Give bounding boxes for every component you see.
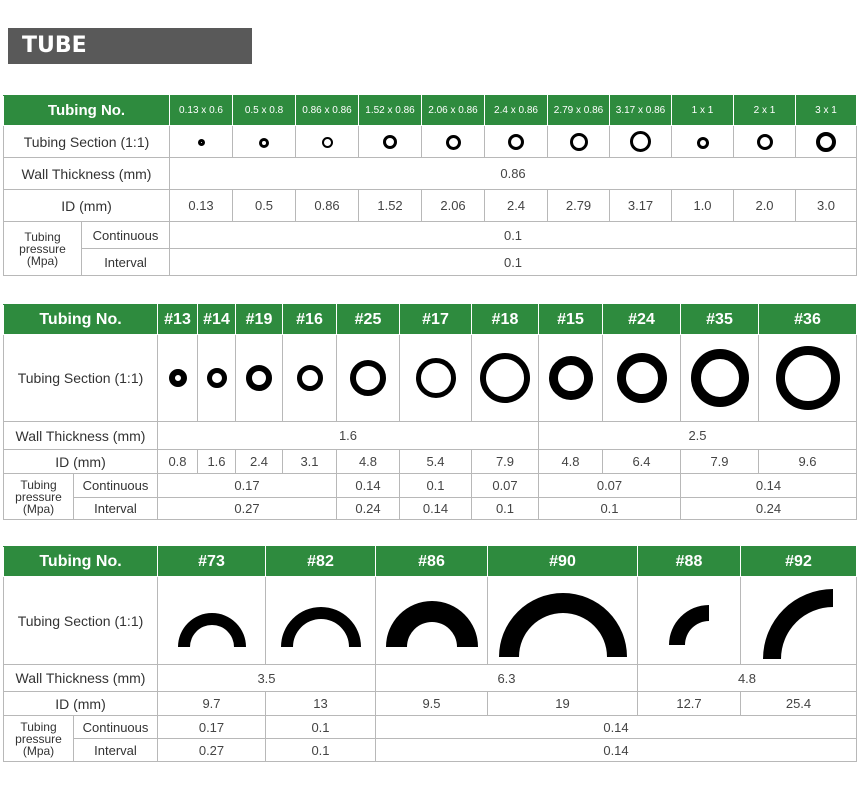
continuous-value: 0.1	[170, 222, 857, 249]
tubing-section-label: Tubing Section (1:1)	[4, 126, 170, 158]
id-value: 2.4	[485, 190, 548, 222]
continuous-value: 0.14	[681, 474, 857, 498]
tube-section-icon	[734, 126, 796, 158]
tubing-no: #82	[266, 547, 376, 577]
tubing-no: 1.52 x 0.86	[359, 96, 422, 126]
id-value: 4.8	[539, 450, 603, 474]
tube-section-icon	[681, 335, 759, 422]
tubing-no: #90	[488, 547, 638, 577]
id-value: 3.0	[796, 190, 857, 222]
id-value: 0.13	[170, 190, 233, 222]
wall-thickness-value: 0.86	[170, 158, 857, 190]
id-value: 1.6	[198, 450, 236, 474]
tube-section-icon	[283, 335, 337, 422]
interval-value: 0.24	[337, 498, 400, 520]
tubing-no: 0.13 x 0.6	[170, 96, 233, 126]
interval-value: 0.1	[266, 739, 376, 762]
id-value: 1.0	[672, 190, 734, 222]
interval-value: 0.14	[376, 739, 857, 762]
tube-section-icon	[359, 126, 422, 158]
id-value: 2.4	[236, 450, 283, 474]
tubing-no: #88	[638, 547, 741, 577]
id-label: ID (mm)	[4, 190, 170, 222]
tubing-section-label: Tubing Section (1:1)	[4, 577, 158, 665]
id-value: 19	[488, 692, 638, 716]
tube-arc-icon	[488, 577, 638, 665]
tubing-no: 3.17 x 0.86	[610, 96, 672, 126]
tube-arc-icon	[741, 577, 857, 665]
tubing-no: #15	[539, 305, 603, 335]
id-value: 7.9	[681, 450, 759, 474]
id-value: 3.17	[610, 190, 672, 222]
continuous-value: 0.17	[158, 716, 266, 739]
tube-section-icon	[610, 126, 672, 158]
tube-section-icon	[296, 126, 359, 158]
tube-section-icon	[672, 126, 734, 158]
tube-section-icon	[170, 126, 233, 158]
tube-arc-icon	[376, 577, 488, 665]
continuous-label: Continuous	[74, 474, 158, 498]
tubing-no: 2.06 x 0.86	[422, 96, 485, 126]
tubing-no: #18	[472, 305, 539, 335]
continuous-value: 0.07	[539, 474, 681, 498]
tube-section-icon	[796, 126, 857, 158]
tubing-no: #36	[759, 305, 857, 335]
continuous-value: 0.14	[376, 716, 857, 739]
tubing-no: #24	[603, 305, 681, 335]
tube-arc-icon	[638, 577, 741, 665]
wall-thickness-value: 4.8	[638, 665, 857, 692]
id-value: 9.6	[759, 450, 857, 474]
wall-thickness-value: 3.5	[158, 665, 376, 692]
tube-section-icon	[337, 335, 400, 422]
tubing-no: #25	[337, 305, 400, 335]
interval-value: 0.27	[158, 739, 266, 762]
id-value: 25.4	[741, 692, 857, 716]
id-value: 13	[266, 692, 376, 716]
tube-section-icon	[158, 335, 198, 422]
tube-section-icon	[233, 126, 296, 158]
tube-section-icon	[539, 335, 603, 422]
interval-value: 0.1	[170, 249, 857, 276]
continuous-value: 0.17	[158, 474, 337, 498]
tubing-no-header: Tubing No.	[4, 96, 170, 126]
spec-table-medium-tubing	[3, 304, 857, 520]
tube-section-icon	[198, 335, 236, 422]
tube-section-icon	[603, 335, 681, 422]
wall-thickness-value: 6.3	[376, 665, 638, 692]
wall-thickness-label: Wall Thickness (mm)	[4, 665, 158, 692]
continuous-label: Continuous	[74, 716, 158, 739]
interval-value: 0.14	[400, 498, 472, 520]
tube-section-icon	[485, 126, 548, 158]
continuous-value: 0.1	[400, 474, 472, 498]
id-value: 9.5	[376, 692, 488, 716]
tubing-pressure-label: Tubing pressure (Mpa)	[4, 222, 82, 276]
tubing-no-header: Tubing No.	[4, 305, 158, 335]
interval-label: Interval	[74, 739, 158, 762]
tubing-pressure-label: Tubing pressure (Mpa)	[4, 716, 74, 762]
interval-label: Interval	[74, 498, 158, 520]
id-label: ID (mm)	[4, 450, 158, 474]
tube-arc-icon	[158, 577, 266, 665]
id-label: ID (mm)	[4, 692, 158, 716]
interval-label: Interval	[82, 249, 170, 276]
tubing-pressure-label: Tubing pressure (Mpa)	[4, 474, 74, 520]
wall-thickness-value: 1.6	[158, 422, 539, 450]
tubing-no: 2.79 x 0.86	[548, 96, 610, 126]
tubing-section-label: Tubing Section (1:1)	[4, 335, 158, 422]
tubing-no: #14	[198, 305, 236, 335]
tubing-no: #35	[681, 305, 759, 335]
interval-value: 0.1	[539, 498, 681, 520]
tubing-no-header: Tubing No.	[4, 547, 158, 577]
tubing-no: #19	[236, 305, 283, 335]
id-value: 0.8	[158, 450, 198, 474]
tube-section-icon	[548, 126, 610, 158]
continuous-value: 0.07	[472, 474, 539, 498]
id-value: 0.86	[296, 190, 359, 222]
tubing-no: #16	[283, 305, 337, 335]
tubing-no: 0.5 x 0.8	[233, 96, 296, 126]
interval-value: 0.27	[158, 498, 337, 520]
tubing-no: #73	[158, 547, 266, 577]
id-value: 3.1	[283, 450, 337, 474]
tubing-no: #92	[741, 547, 857, 577]
id-value: 5.4	[400, 450, 472, 474]
tube-section-icon	[236, 335, 283, 422]
id-value: 2.79	[548, 190, 610, 222]
tubing-no: 2.4 x 0.86	[485, 96, 548, 126]
id-value: 2.06	[422, 190, 485, 222]
wall-thickness-label: Wall Thickness (mm)	[4, 158, 170, 190]
interval-value: 0.24	[681, 498, 857, 520]
wall-thickness-value: 2.5	[539, 422, 857, 450]
id-value: 0.5	[233, 190, 296, 222]
tubing-no: 0.86 x 0.86	[296, 96, 359, 126]
tubing-no: #86	[376, 547, 488, 577]
id-value: 4.8	[337, 450, 400, 474]
tubing-no: 3 x 1	[796, 96, 857, 126]
continuous-value: 0.1	[266, 716, 376, 739]
wall-thickness-label: Wall Thickness (mm)	[4, 422, 158, 450]
id-value: 9.7	[158, 692, 266, 716]
tube-section-icon	[422, 126, 485, 158]
id-value: 12.7	[638, 692, 741, 716]
continuous-label: Continuous	[82, 222, 170, 249]
spec-table-large-tubing	[3, 546, 857, 762]
id-value: 6.4	[603, 450, 681, 474]
page-title: TUBE Specification	[8, 28, 252, 64]
id-value: 1.52	[359, 190, 422, 222]
tube-section-icon	[759, 335, 857, 422]
tube-section-icon	[472, 335, 539, 422]
tube-section-icon	[400, 335, 472, 422]
continuous-value: 0.14	[337, 474, 400, 498]
spec-table-small-tubing	[3, 95, 857, 276]
tubing-no: 2 x 1	[734, 96, 796, 126]
id-value: 7.9	[472, 450, 539, 474]
id-value: 2.0	[734, 190, 796, 222]
tubing-no: #17	[400, 305, 472, 335]
interval-value: 0.1	[472, 498, 539, 520]
tubing-no: #13	[158, 305, 198, 335]
tube-arc-icon	[266, 577, 376, 665]
tubing-no: 1 x 1	[672, 96, 734, 126]
